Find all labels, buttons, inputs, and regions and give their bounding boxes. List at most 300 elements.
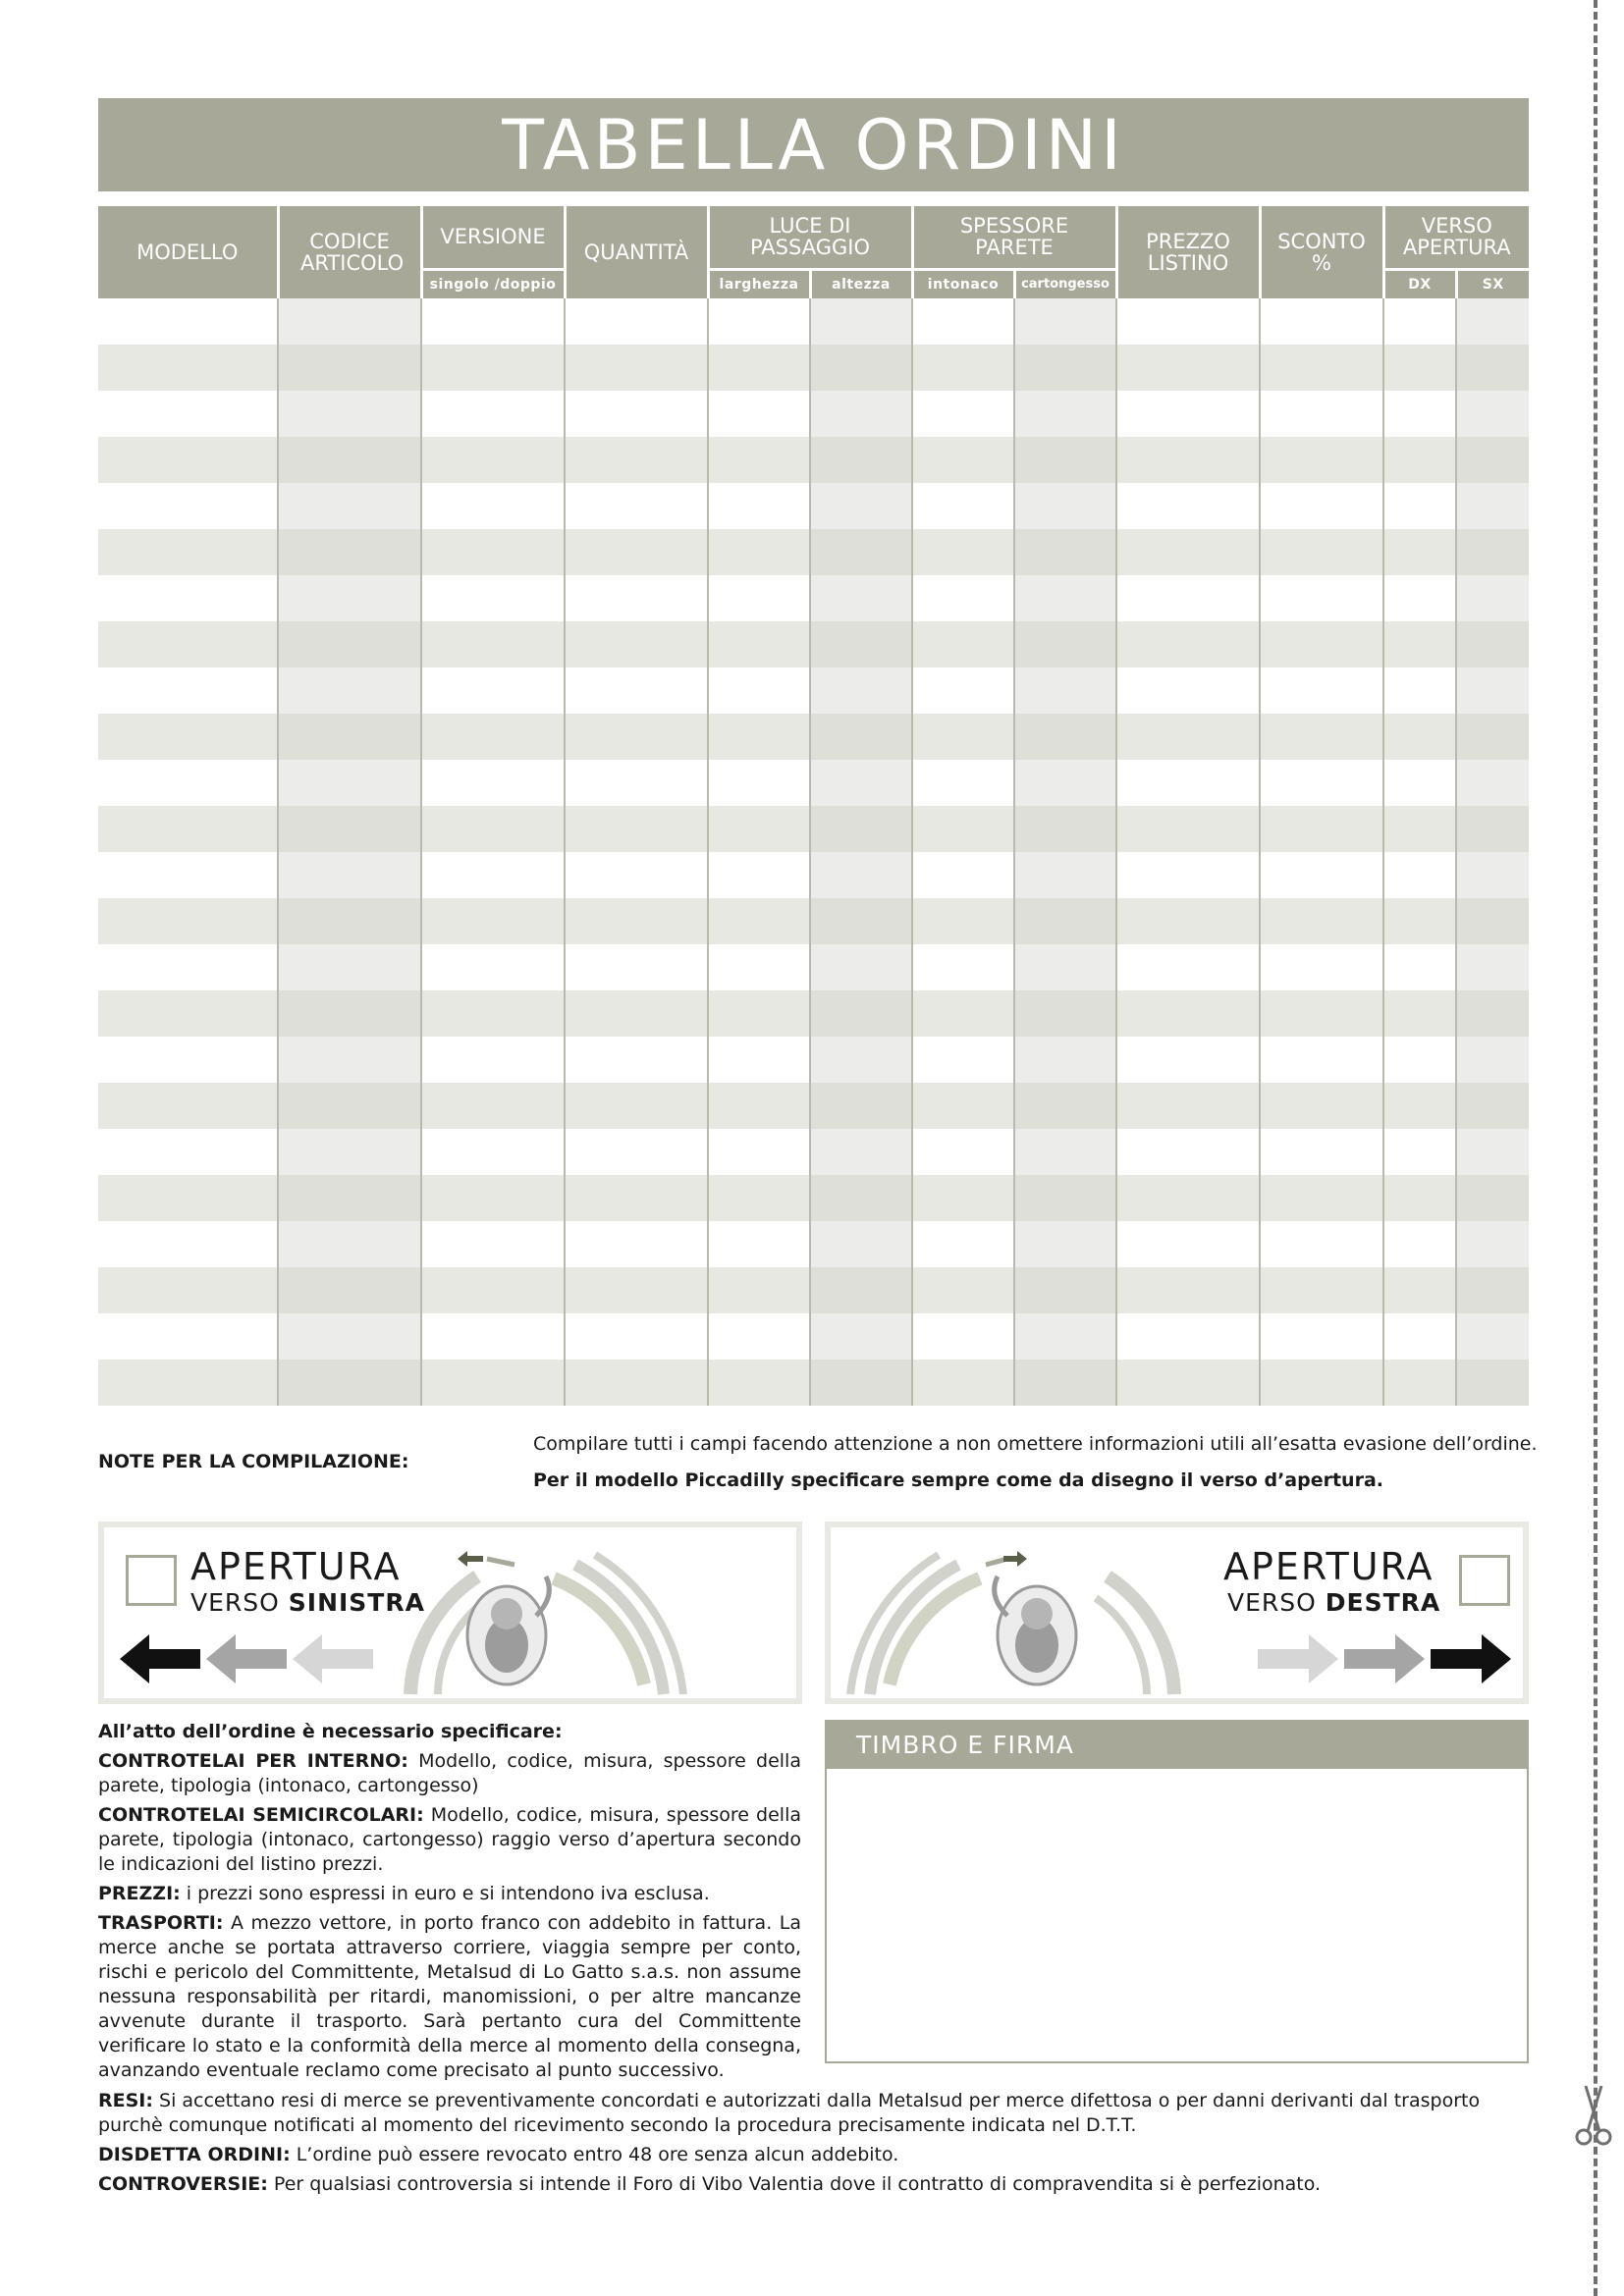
table-cell[interactable] — [421, 990, 565, 1037]
table-cell[interactable] — [278, 1313, 421, 1360]
table-cell[interactable] — [278, 621, 421, 667]
table-cell[interactable] — [278, 1175, 421, 1221]
table-cell[interactable] — [1260, 806, 1383, 852]
table-cell[interactable] — [1456, 852, 1529, 898]
table-cell[interactable] — [912, 345, 1014, 391]
table-cell[interactable] — [278, 1037, 421, 1083]
table-cell[interactable] — [1116, 529, 1260, 575]
table-cell[interactable] — [1116, 345, 1260, 391]
table-cell[interactable] — [98, 1267, 278, 1313]
table-cell[interactable] — [1014, 298, 1116, 345]
table-cell[interactable] — [1014, 483, 1116, 529]
table-cell[interactable] — [421, 1360, 565, 1406]
table-cell[interactable] — [565, 667, 708, 714]
table-cell[interactable] — [1116, 298, 1260, 345]
table-cell[interactable] — [708, 621, 810, 667]
table-cell[interactable] — [1116, 760, 1260, 806]
table-cell[interactable] — [421, 806, 565, 852]
table-cell[interactable] — [1260, 1037, 1383, 1083]
table-cell[interactable] — [1260, 944, 1383, 990]
table-cell[interactable] — [708, 437, 810, 483]
table-cell[interactable] — [278, 1360, 421, 1406]
opening-right-checkbox[interactable] — [1459, 1555, 1510, 1606]
table-cell[interactable] — [1383, 990, 1456, 1037]
table-cell[interactable] — [421, 345, 565, 391]
table-cell[interactable] — [278, 1129, 421, 1175]
table-cell[interactable] — [1260, 667, 1383, 714]
table-cell[interactable] — [1014, 1083, 1116, 1129]
table-cell[interactable] — [708, 298, 810, 345]
table-cell[interactable] — [421, 483, 565, 529]
table-cell[interactable] — [1116, 1083, 1260, 1129]
table-cell[interactable] — [98, 1129, 278, 1175]
table-cell[interactable] — [1014, 621, 1116, 667]
table-cell[interactable] — [278, 990, 421, 1037]
table-cell[interactable] — [708, 529, 810, 575]
table-cell[interactable] — [1014, 852, 1116, 898]
table-cell[interactable] — [98, 529, 278, 575]
table-cell[interactable] — [1456, 898, 1529, 944]
table-cell[interactable] — [421, 437, 565, 483]
table-cell[interactable] — [1260, 529, 1383, 575]
table-cell[interactable] — [278, 1083, 421, 1129]
table-cell[interactable] — [1014, 667, 1116, 714]
table-cell[interactable] — [810, 1175, 912, 1221]
table-cell[interactable] — [1014, 1360, 1116, 1406]
table-cell[interactable] — [1260, 391, 1383, 437]
table-cell[interactable] — [1260, 714, 1383, 760]
table-cell[interactable] — [810, 944, 912, 990]
table-cell[interactable] — [1014, 391, 1116, 437]
table-cell[interactable] — [1456, 1083, 1529, 1129]
table-cell[interactable] — [912, 437, 1014, 483]
table-cell[interactable] — [912, 760, 1014, 806]
table-cell[interactable] — [98, 483, 278, 529]
table-cell[interactable] — [1260, 621, 1383, 667]
table-cell[interactable] — [1116, 667, 1260, 714]
table-cell[interactable] — [421, 1037, 565, 1083]
table-cell[interactable] — [565, 1360, 708, 1406]
table-cell[interactable] — [1116, 1221, 1260, 1267]
table-cell[interactable] — [1260, 898, 1383, 944]
table-cell[interactable] — [810, 391, 912, 437]
table-cell[interactable] — [708, 345, 810, 391]
table-cell[interactable] — [1014, 1313, 1116, 1360]
table-cell[interactable] — [278, 483, 421, 529]
table-cell[interactable] — [1260, 575, 1383, 621]
table-cell[interactable] — [98, 391, 278, 437]
table-cell[interactable] — [1014, 575, 1116, 621]
table-cell[interactable] — [421, 898, 565, 944]
table-cell[interactable] — [912, 1129, 1014, 1175]
table-cell[interactable] — [810, 852, 912, 898]
table-cell[interactable] — [1456, 1313, 1529, 1360]
table-cell[interactable] — [912, 1175, 1014, 1221]
table-cell[interactable] — [278, 345, 421, 391]
table-cell[interactable] — [565, 1313, 708, 1360]
table-cell[interactable] — [708, 898, 810, 944]
table-cell[interactable] — [565, 1037, 708, 1083]
table-cell[interactable] — [1014, 1267, 1116, 1313]
table-cell[interactable] — [565, 760, 708, 806]
table-cell[interactable] — [1383, 1175, 1456, 1221]
table-cell[interactable] — [1383, 1313, 1456, 1360]
table-cell[interactable] — [1116, 898, 1260, 944]
table-cell[interactable] — [1116, 1175, 1260, 1221]
table-cell[interactable] — [1456, 1360, 1529, 1406]
table-cell[interactable] — [1116, 621, 1260, 667]
table-cell[interactable] — [1260, 1313, 1383, 1360]
table-cell[interactable] — [912, 1313, 1014, 1360]
table-cell[interactable] — [912, 667, 1014, 714]
table-cell[interactable] — [98, 345, 278, 391]
table-cell[interactable] — [708, 667, 810, 714]
table-cell[interactable] — [1116, 1267, 1260, 1313]
table-cell[interactable] — [810, 1037, 912, 1083]
table-cell[interactable] — [1456, 1129, 1529, 1175]
table-cell[interactable] — [1260, 345, 1383, 391]
table-row — [98, 1221, 1529, 1267]
table-cell[interactable] — [421, 852, 565, 898]
table-cell[interactable] — [1456, 806, 1529, 852]
table-cell[interactable] — [98, 298, 278, 345]
table-cell[interactable] — [1260, 483, 1383, 529]
sub-sx: SX — [1456, 269, 1529, 298]
table-cell[interactable] — [565, 529, 708, 575]
table-cell[interactable] — [1014, 714, 1116, 760]
table-cell[interactable] — [810, 898, 912, 944]
req-item — [98, 1882, 801, 1906]
table-cell[interactable] — [565, 990, 708, 1037]
table-cell[interactable] — [708, 760, 810, 806]
table-cell[interactable] — [1456, 944, 1529, 990]
table-cell[interactable] — [810, 483, 912, 529]
table-cell[interactable] — [1383, 1083, 1456, 1129]
table-cell[interactable] — [708, 1037, 810, 1083]
table-cell[interactable] — [810, 437, 912, 483]
table-cell[interactable] — [1260, 437, 1383, 483]
table-cell[interactable] — [1014, 345, 1116, 391]
table-cell[interactable] — [1383, 1037, 1456, 1083]
table-cell[interactable] — [708, 852, 810, 898]
table-cell[interactable] — [421, 714, 565, 760]
table-cell[interactable] — [1383, 714, 1456, 760]
table-cell[interactable] — [1014, 1175, 1116, 1221]
table-cell[interactable] — [278, 1221, 421, 1267]
table-cell[interactable] — [810, 621, 912, 667]
table-cell[interactable] — [1260, 852, 1383, 898]
table-cell[interactable] — [810, 345, 912, 391]
table-cell[interactable] — [1260, 1221, 1383, 1267]
table-cell[interactable] — [421, 760, 565, 806]
table-cell[interactable] — [421, 1313, 565, 1360]
table-cell[interactable] — [1456, 437, 1529, 483]
table-cell[interactable] — [1383, 667, 1456, 714]
table-cell[interactable] — [1014, 898, 1116, 944]
table-cell[interactable] — [1116, 1360, 1260, 1406]
table-cell[interactable] — [1014, 1129, 1116, 1175]
table-cell[interactable] — [708, 990, 810, 1037]
table-cell[interactable] — [1456, 391, 1529, 437]
table-cell[interactable] — [98, 621, 278, 667]
table-cell[interactable] — [912, 1037, 1014, 1083]
table-cell[interactable] — [1260, 298, 1383, 345]
table-cell[interactable] — [1456, 1267, 1529, 1313]
table-cell[interactable] — [98, 1313, 278, 1360]
table-cell[interactable] — [1456, 667, 1529, 714]
table-cell[interactable] — [1456, 1221, 1529, 1267]
table-cell[interactable] — [278, 760, 421, 806]
table-cell[interactable] — [912, 990, 1014, 1037]
table-cell[interactable] — [1014, 760, 1116, 806]
table-cell[interactable] — [278, 667, 421, 714]
table-cell[interactable] — [708, 1360, 810, 1406]
table-cell[interactable] — [1116, 575, 1260, 621]
table-cell[interactable] — [278, 898, 421, 944]
table-cell[interactable] — [912, 575, 1014, 621]
table-cell[interactable] — [1383, 621, 1456, 667]
table-cell[interactable] — [565, 944, 708, 990]
table-cell[interactable] — [565, 1221, 708, 1267]
table-cell[interactable] — [912, 391, 1014, 437]
table-cell[interactable] — [1260, 1175, 1383, 1221]
table-cell[interactable] — [708, 391, 810, 437]
door-left-diagram — [399, 1537, 801, 1699]
table-cell[interactable] — [565, 1267, 708, 1313]
table-cell[interactable] — [98, 852, 278, 898]
table-cell[interactable] — [421, 1267, 565, 1313]
table-cell[interactable] — [912, 529, 1014, 575]
table-cell[interactable] — [1383, 483, 1456, 529]
table-cell[interactable] — [912, 944, 1014, 990]
table-cell[interactable] — [1116, 1313, 1260, 1360]
table-cell[interactable] — [98, 806, 278, 852]
table-cell[interactable] — [98, 437, 278, 483]
table-cell[interactable] — [912, 1083, 1014, 1129]
table-cell[interactable] — [912, 1221, 1014, 1267]
table-cell[interactable] — [421, 391, 565, 437]
table-cell[interactable] — [1260, 990, 1383, 1037]
table-cell[interactable] — [1116, 437, 1260, 483]
stamp-signature-box[interactable] — [825, 1720, 1529, 2063]
table-cell[interactable] — [1383, 298, 1456, 345]
table-cell[interactable] — [98, 1037, 278, 1083]
table-cell[interactable] — [1383, 345, 1456, 391]
table-cell[interactable] — [565, 575, 708, 621]
table-cell[interactable] — [421, 1221, 565, 1267]
table-cell[interactable] — [810, 1313, 912, 1360]
table-cell[interactable] — [1456, 714, 1529, 760]
table-cell[interactable] — [708, 1129, 810, 1175]
table-cell[interactable] — [1116, 1129, 1260, 1175]
table-cell[interactable] — [1116, 1037, 1260, 1083]
table-cell[interactable] — [565, 621, 708, 667]
table-cell[interactable] — [912, 714, 1014, 760]
table-cell[interactable] — [810, 298, 912, 345]
table-cell[interactable] — [421, 529, 565, 575]
table-cell[interactable] — [1456, 1037, 1529, 1083]
table-cell[interactable] — [1260, 760, 1383, 806]
table-cell[interactable] — [565, 1129, 708, 1175]
table-cell[interactable] — [810, 806, 912, 852]
table-cell[interactable] — [1116, 806, 1260, 852]
table-cell[interactable] — [278, 944, 421, 990]
table-cell[interactable] — [1014, 1037, 1116, 1083]
table-row — [98, 1313, 1529, 1360]
table-cell[interactable] — [421, 1175, 565, 1221]
req-label: PREZZI: — [98, 1883, 181, 1904]
table-cell[interactable] — [278, 437, 421, 483]
table-cell[interactable] — [1456, 760, 1529, 806]
table-cell[interactable] — [278, 575, 421, 621]
table-cell[interactable] — [1014, 990, 1116, 1037]
table-cell[interactable] — [1456, 298, 1529, 345]
table-cell[interactable] — [1383, 806, 1456, 852]
table-cell[interactable] — [421, 298, 565, 345]
table-cell[interactable] — [1383, 437, 1456, 483]
notes-label: NOTE PER LA COMPILAZIONE: — [98, 1451, 409, 1472]
table-cell[interactable] — [565, 391, 708, 437]
table-cell[interactable] — [810, 714, 912, 760]
table-cell[interactable] — [912, 483, 1014, 529]
table-cell[interactable] — [1260, 1083, 1383, 1129]
table-cell[interactable] — [912, 298, 1014, 345]
table-cell[interactable] — [1383, 852, 1456, 898]
table-cell[interactable] — [98, 1360, 278, 1406]
table-cell[interactable] — [565, 898, 708, 944]
table-cell[interactable] — [565, 714, 708, 760]
table-cell[interactable] — [708, 714, 810, 760]
table-cell[interactable] — [1456, 483, 1529, 529]
table-cell[interactable] — [810, 575, 912, 621]
table-cell[interactable] — [1116, 714, 1260, 760]
table-cell[interactable] — [565, 1175, 708, 1221]
table-cell[interactable] — [1383, 898, 1456, 944]
table-cell[interactable] — [98, 714, 278, 760]
table-cell[interactable] — [810, 529, 912, 575]
table-cell[interactable] — [912, 898, 1014, 944]
table-cell[interactable] — [1116, 990, 1260, 1037]
table-cell[interactable] — [98, 1083, 278, 1129]
table-cell[interactable] — [810, 1360, 912, 1406]
table-cell[interactable] — [708, 1313, 810, 1360]
table-cell[interactable] — [708, 944, 810, 990]
table-cell[interactable] — [708, 575, 810, 621]
table-cell[interactable] — [1014, 806, 1116, 852]
table-cell[interactable] — [278, 391, 421, 437]
table-cell[interactable] — [1260, 1360, 1383, 1406]
table-cell[interactable] — [810, 667, 912, 714]
table-cell[interactable] — [278, 298, 421, 345]
table-cell[interactable] — [565, 345, 708, 391]
table-cell[interactable] — [278, 1267, 421, 1313]
table-cell[interactable] — [1456, 621, 1529, 667]
table-cell[interactable] — [1383, 529, 1456, 575]
table-cell[interactable] — [1383, 944, 1456, 990]
table-cell[interactable] — [565, 1083, 708, 1129]
table-cell[interactable] — [278, 852, 421, 898]
table-cell[interactable] — [810, 990, 912, 1037]
table-cell[interactable] — [421, 944, 565, 990]
table-cell[interactable] — [565, 852, 708, 898]
table-cell[interactable] — [1456, 575, 1529, 621]
table-row — [98, 298, 1529, 345]
table-cell[interactable] — [98, 990, 278, 1037]
table-cell[interactable] — [810, 760, 912, 806]
table-cell[interactable] — [421, 667, 565, 714]
table-cell[interactable] — [708, 1083, 810, 1129]
table-cell[interactable] — [98, 760, 278, 806]
table-cell[interactable] — [708, 1267, 810, 1313]
table-cell[interactable] — [1383, 1267, 1456, 1313]
table-cell[interactable] — [810, 1221, 912, 1267]
table-cell[interactable] — [1383, 575, 1456, 621]
table-cell[interactable] — [1383, 1360, 1456, 1406]
table-cell[interactable] — [98, 575, 278, 621]
table-cell[interactable] — [912, 621, 1014, 667]
table-cell[interactable] — [1014, 437, 1116, 483]
table-cell[interactable] — [708, 806, 810, 852]
table-cell[interactable] — [1456, 529, 1529, 575]
table-cell[interactable] — [421, 1129, 565, 1175]
opening-left-checkbox[interactable] — [126, 1555, 177, 1606]
table-cell[interactable] — [1260, 1129, 1383, 1175]
table-cell[interactable] — [421, 575, 565, 621]
table-cell[interactable] — [421, 621, 565, 667]
table-cell[interactable] — [1116, 852, 1260, 898]
table-cell[interactable] — [708, 1175, 810, 1221]
table-cell[interactable] — [1383, 760, 1456, 806]
table-cell[interactable] — [912, 1360, 1014, 1406]
table-cell[interactable] — [912, 852, 1014, 898]
table-cell[interactable] — [810, 1129, 912, 1175]
table-cell[interactable] — [912, 1267, 1014, 1313]
table-cell[interactable] — [1014, 1221, 1116, 1267]
table-cell[interactable] — [1456, 345, 1529, 391]
table-cell[interactable] — [278, 529, 421, 575]
table-cell[interactable] — [98, 667, 278, 714]
table-cell[interactable] — [1383, 391, 1456, 437]
table-cell[interactable] — [421, 1083, 565, 1129]
table-cell[interactable] — [98, 1221, 278, 1267]
table-cell[interactable] — [98, 898, 278, 944]
table-cell[interactable] — [98, 944, 278, 990]
table-cell[interactable] — [810, 1083, 912, 1129]
table-cell[interactable] — [1014, 944, 1116, 990]
table-cell[interactable] — [1383, 1129, 1456, 1175]
table-cell[interactable] — [565, 298, 708, 345]
table-cell[interactable] — [1116, 391, 1260, 437]
table-cell[interactable] — [708, 1221, 810, 1267]
table-cell[interactable] — [278, 806, 421, 852]
table-cell[interactable] — [1014, 529, 1116, 575]
table-cell[interactable] — [98, 1175, 278, 1221]
table-cell[interactable] — [565, 483, 708, 529]
table-cell[interactable] — [1383, 1221, 1456, 1267]
table-cell[interactable] — [1116, 944, 1260, 990]
table-cell[interactable] — [278, 714, 421, 760]
table-cell[interactable] — [708, 483, 810, 529]
arrows-right-icon — [1258, 1629, 1513, 1688]
table-cell[interactable] — [565, 806, 708, 852]
table-cell[interactable] — [1116, 483, 1260, 529]
table-cell[interactable] — [912, 806, 1014, 852]
table-cell[interactable] — [1456, 1175, 1529, 1221]
table-cell[interactable] — [1456, 990, 1529, 1037]
table-cell[interactable] — [1260, 1267, 1383, 1313]
table-cell[interactable] — [565, 437, 708, 483]
table-cell[interactable] — [810, 1267, 912, 1313]
